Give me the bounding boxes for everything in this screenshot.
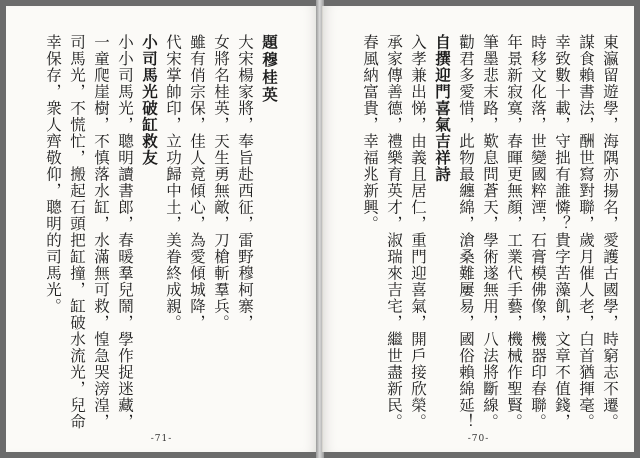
poem-subtitle: 小司馬光破缸救友: [140, 34, 159, 166]
poem-subtitle: 自撰迎門喜氣吉祥詩: [433, 34, 452, 183]
left-page: [6, 6, 318, 452]
poem-line: 東瀛留遊學，海隅亦揚名，愛護古國學，時窮志不遷。: [601, 34, 619, 430]
poem-line: 女將名桂英，天生勇無敵，刀槍斬羣兵。: [212, 34, 230, 331]
right-page: [322, 6, 634, 452]
poem-line: 勸君多愛惜，此物最纏綿，滄桑難屢易，國俗賴綿延！: [457, 34, 475, 430]
poem-line: 時移文化落，世變國粹湮，石膏模佛像，機器印春聯。: [529, 34, 547, 430]
poem-line: 一童爬崖樹，不慎落水缸，水滿無可救，惶急哭滂湟，: [92, 34, 110, 430]
poem-line: 雖有俏宗保，佳人竟傾心，為愛傾城降，: [188, 34, 206, 331]
page-number: -70-: [467, 434, 490, 444]
poem-line: 幸致數十載，守拙有誰憐？貴字苦藻飢，文章不值錢，: [553, 34, 571, 430]
page-number: -71-: [150, 434, 173, 444]
poem-line: 筆墨悲末路，歎息問蒼天，學術遂無用，八法將斷線。: [481, 34, 499, 430]
poem-line: 謀食賴書法，酬世寫對聯，歲月催人老，白首猶揮毫。: [577, 34, 595, 430]
left-page-text: [43, 34, 279, 430]
poem-line: 大宋楊家將，奉旨赴西征，雷野穆柯寨，: [236, 34, 254, 331]
poem-line: 春風納富貴，幸福兆新興。: [361, 34, 379, 232]
poem-title: 題穆桂英: [260, 34, 279, 104]
poem-line: 司馬光，不慌忙，搬起石頭把缸撞，缸破水流光，兒命: [68, 34, 86, 430]
poem-line: 代宋掌帥印，立功歸中土，美眷終成親。: [164, 34, 182, 331]
poem-line: 年景新寂寞，春暉更無顏，工業代手藝，機械作聖賢。: [505, 34, 523, 430]
poem-line: 幸保存，衆人齊敬仰，聰明的司馬光。: [44, 34, 62, 315]
poem-line: 入孝兼出悌，由義且居仁，重門迎喜氣，開戶接欣榮。: [409, 34, 427, 430]
right-page-text: [360, 34, 620, 430]
poem-line: 小小司馬光，聰明讀書郎，春暖羣兒鬧，學作捉迷藏，: [116, 34, 134, 430]
poem-line: 承家傳善德，禮樂育英才，淑瑞來吉宅，繼世盡新民。: [385, 34, 403, 430]
